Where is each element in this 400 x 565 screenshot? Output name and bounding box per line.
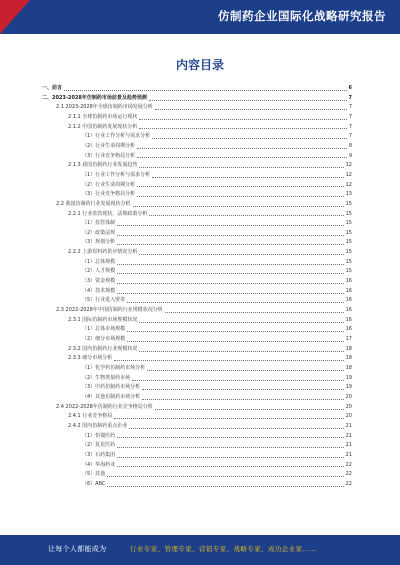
toc-entry[interactable]	[42, 210, 352, 220]
toc-entry[interactable]	[42, 374, 352, 384]
toc-entry-label: 2.2.1 行业监管现状、法规政策分析	[68, 210, 148, 217]
toc-dot-leader	[149, 100, 347, 101]
toc-entry[interactable]	[42, 132, 352, 142]
toc-page-number: 22	[345, 461, 352, 468]
toc-entry-label: 2.3.2 国内仿制药行业规模状况	[68, 345, 138, 352]
toc-dot-leader	[117, 447, 343, 448]
toc-dot-leader	[139, 322, 343, 323]
toc-entry[interactable]	[42, 258, 352, 268]
toc-dot-leader	[117, 244, 343, 245]
toc-page-number: 7	[348, 123, 352, 130]
toc-dot-leader	[152, 177, 343, 178]
toc-entry[interactable]	[42, 383, 352, 393]
toc-page-number: 15	[345, 200, 352, 207]
toc-entry[interactable]	[42, 239, 352, 249]
toc-entry[interactable]	[42, 480, 352, 490]
toc-dot-leader	[117, 273, 343, 274]
toc-entry[interactable]	[42, 142, 352, 152]
toc-dot-leader	[107, 486, 343, 487]
toc-page-number: 7	[348, 133, 352, 140]
toc-entry[interactable]	[42, 432, 352, 442]
toc-entry-label: 2.1.3 我国仿制药行业发展趋势	[68, 162, 138, 169]
toc-entry-label: （1）总体规模	[82, 258, 116, 265]
footer-slogan-right: 行业专家、管理专家、营销专家、战略专家、成功企业家……	[130, 545, 317, 553]
toc-dot-leader	[137, 186, 343, 187]
toc-entry[interactable]	[42, 364, 352, 374]
toc-page-number: 7	[348, 94, 352, 101]
toc-entry[interactable]	[42, 200, 352, 210]
toc-entry-label: 2.1 2023-2028年全球仿制药市场发展分析	[56, 104, 153, 111]
toc-page-number: 18	[345, 365, 352, 372]
toc-dot-leader	[114, 360, 343, 361]
toc-dot-leader	[165, 312, 344, 313]
toc-entry[interactable]	[42, 161, 352, 171]
toc-page-number: 16	[345, 316, 352, 323]
toc-dot-leader	[139, 128, 346, 129]
toc-entry[interactable]	[42, 316, 352, 326]
toc-page-number: 12	[345, 181, 352, 188]
toc-dot-leader	[117, 437, 343, 438]
toc-dot-leader	[137, 148, 347, 149]
toc-entry[interactable]	[42, 171, 352, 181]
toc-dot-leader	[155, 109, 347, 110]
toc-dot-leader	[149, 215, 343, 216]
toc-entry[interactable]	[42, 412, 352, 422]
toc-entry-label: （6）ABC	[82, 480, 106, 487]
toc-page-number: 12	[345, 162, 352, 169]
toc-entry[interactable]	[42, 181, 352, 191]
header-red-triangle	[0, 0, 30, 34]
toc-page-number: 15	[345, 249, 352, 256]
toc-entry-label: （3）石药集团	[82, 451, 116, 458]
toc-page-number: 17	[345, 336, 352, 343]
toc-page-number: 16	[345, 287, 352, 294]
toc-dot-leader	[127, 341, 343, 342]
toc-entry[interactable]	[42, 325, 352, 335]
toc-entry-label: （1）监管体制	[82, 220, 116, 227]
toc-dot-leader	[139, 167, 343, 168]
toc-entry[interactable]	[42, 451, 352, 461]
toc-dot-leader	[142, 399, 343, 400]
toc-entry[interactable]	[42, 393, 352, 403]
table-of-contents	[42, 84, 352, 490]
toc-page-number: 20	[345, 403, 352, 410]
toc-entry[interactable]	[42, 335, 352, 345]
toc-entry-label: 2.1.2 中国仿制药发展现状分析	[68, 123, 138, 130]
toc-entry-label: （2）复星医药	[82, 442, 116, 449]
toc-dot-leader	[139, 351, 343, 352]
toc-entry[interactable]	[42, 296, 352, 306]
toc-entry-label: （3）中药仿制药市场分析	[82, 384, 141, 391]
toc-page-number: 12	[345, 171, 352, 178]
toc-entry-label: （1）行业工作分析与需求分析	[82, 171, 151, 178]
toc-entry-label: （3）行业竞争格局分析	[82, 191, 136, 198]
toc-dot-leader	[117, 457, 343, 458]
toc-entry-label: （2）行业生命周期分析	[82, 142, 136, 149]
toc-entry[interactable]	[42, 306, 352, 316]
page-footer	[0, 535, 400, 565]
toc-entry[interactable]	[42, 113, 352, 123]
toc-entry[interactable]	[42, 277, 352, 287]
toc-entry-label: 2.4.2 国内仿制药重点企业	[68, 422, 128, 429]
toc-entry[interactable]	[42, 123, 352, 133]
toc-page-number: 22	[345, 471, 352, 478]
toc-dot-leader	[117, 293, 343, 294]
toc-entry-label: （4）华海药业	[82, 461, 116, 468]
toc-page-number: 21	[345, 451, 352, 458]
toc-dot-leader	[117, 264, 343, 265]
toc-entry-label: 一、前言	[42, 84, 63, 91]
toc-page-number: 21	[345, 442, 352, 449]
toc-entry-label: （4）技术规模	[82, 287, 116, 294]
toc-dot-leader	[142, 389, 343, 390]
toc-page-number: 21	[345, 422, 352, 429]
toc-page-number: 18	[345, 355, 352, 362]
toc-page-number: 8	[348, 142, 352, 149]
toc-dot-leader	[139, 119, 346, 120]
toc-dot-leader	[137, 196, 343, 197]
toc-dot-leader	[127, 302, 343, 303]
toc-dot-leader	[137, 157, 347, 158]
report-title: 仿制药企业国际化战略研究报告	[218, 9, 386, 23]
toc-entry-label: 2.2.2 上游原料药供应情况分析	[68, 249, 138, 256]
toc-entry[interactable]	[42, 403, 352, 413]
toc-page-number: 15	[345, 239, 352, 246]
toc-entry-label: 二、2023-2028年仿制药市场前景及趋势预测	[42, 94, 147, 101]
toc-dot-leader	[152, 138, 347, 139]
toc-entry[interactable]	[42, 441, 352, 451]
toc-entry-label: （5）行业进入壁垒	[82, 297, 126, 304]
toc-entry[interactable]	[42, 103, 352, 113]
toc-entry-label: （1）总体市场规模	[82, 326, 126, 333]
toc-entry-label: （3）资金规模	[82, 278, 116, 285]
toc-page-number: 16	[345, 278, 352, 285]
toc-entry-label: （2）生物类似药市场	[82, 374, 131, 381]
toc-page-number: 21	[345, 432, 352, 439]
toc-page-number: 20	[345, 393, 352, 400]
toc-entry-label: （5）其他	[82, 471, 106, 478]
toc-entry-label: （1）恒瑞医药	[82, 432, 116, 439]
toc-page-number: 15	[345, 268, 352, 275]
toc-entry-label: 2.1.1 全球仿制药市场运行现状	[68, 113, 138, 120]
toc-dot-leader	[114, 418, 343, 419]
toc-dot-leader	[64, 90, 347, 91]
footer-slogan-left: 让每个人都能成为	[48, 545, 107, 553]
toc-entry-label: 2.2 我国仿制药行业发展现状分析	[56, 200, 131, 207]
toc-page-number: 19	[345, 384, 352, 391]
toc-page-number: 15	[345, 258, 352, 265]
toc-page-number: 7	[348, 104, 352, 111]
toc-dot-leader	[139, 254, 343, 255]
toc-page-number: 16	[345, 326, 352, 333]
toc-page-number: 7	[348, 113, 352, 120]
toc-entry-label: （2）行业生命周期分析	[82, 181, 136, 188]
toc-dot-leader	[117, 235, 343, 236]
toc-entry-label: 2.4 2022-2028年仿制药行业竞争格局分析	[56, 403, 153, 410]
toc-entry[interactable]	[42, 190, 352, 200]
toc-page-number: 16	[345, 307, 352, 314]
toc-entry[interactable]	[42, 84, 352, 94]
toc-page-number: 6	[348, 84, 352, 91]
toc-dot-leader	[155, 409, 344, 410]
toc-dot-leader	[127, 331, 343, 332]
toc-entry[interactable]	[42, 229, 352, 239]
toc-entry-label: 2.3.3 细分市场分析	[68, 355, 113, 362]
toc-entry[interactable]	[42, 345, 352, 355]
toc-page-number: 16	[345, 297, 352, 304]
toc-entry-label: 2.4.1 行业竞争格局	[68, 413, 113, 420]
toc-dot-leader	[117, 225, 343, 226]
toc-entry-label: （2）人才规模	[82, 268, 116, 275]
toc-entry-label: （1）行业工作分析与需求分析	[82, 133, 151, 140]
toc-title: 内容目录	[175, 58, 224, 72]
toc-entry[interactable]	[42, 422, 352, 432]
toc-entry[interactable]	[42, 354, 352, 364]
toc-page-number: 15	[345, 229, 352, 236]
toc-entry-label: （2）细分市场规模	[82, 336, 126, 343]
toc-page-number: 15	[345, 210, 352, 217]
toc-entry[interactable]	[42, 267, 352, 277]
toc-entry-label: 2.3 2022-2028年中国仿制药行业规模状况分析	[56, 307, 163, 314]
toc-entry[interactable]	[42, 248, 352, 258]
toc-entry-label: （3）规划分析	[82, 239, 116, 246]
toc-page-number: 22	[345, 480, 352, 487]
toc-dot-leader	[147, 370, 343, 371]
toc-dot-leader	[117, 283, 343, 284]
toc-dot-leader	[129, 428, 343, 429]
toc-dot-leader	[117, 466, 343, 467]
toc-page-number: 13	[345, 191, 352, 198]
toc-dot-leader	[132, 380, 343, 381]
toc-entry-label: （2）政策法规	[82, 229, 116, 236]
toc-page-number: 19	[345, 374, 352, 381]
toc-entry[interactable]	[42, 470, 352, 480]
toc-page-number: 20	[345, 413, 352, 420]
toc-entry[interactable]	[42, 461, 352, 471]
page-header	[0, 0, 400, 34]
toc-page-number: 15	[345, 220, 352, 227]
toc-entry[interactable]	[42, 152, 352, 162]
toc-page-number: 18	[345, 345, 352, 352]
toc-entry-label: 2.3.1 国际仿制药市场规模状况	[68, 316, 138, 323]
toc-entry[interactable]	[42, 219, 352, 229]
toc-dot-leader	[133, 206, 344, 207]
toc-page-number: 9	[348, 152, 352, 159]
toc-entry[interactable]	[42, 287, 352, 297]
toc-entry[interactable]	[42, 94, 352, 104]
toc-entry-label: （3）行业竞争格局分析	[82, 152, 136, 159]
toc-entry-label: （4）其他仿制药市场分析	[82, 393, 141, 400]
toc-dot-leader	[107, 476, 343, 477]
toc-entry-label: （1）化学药仿制药市场分析	[82, 365, 146, 372]
